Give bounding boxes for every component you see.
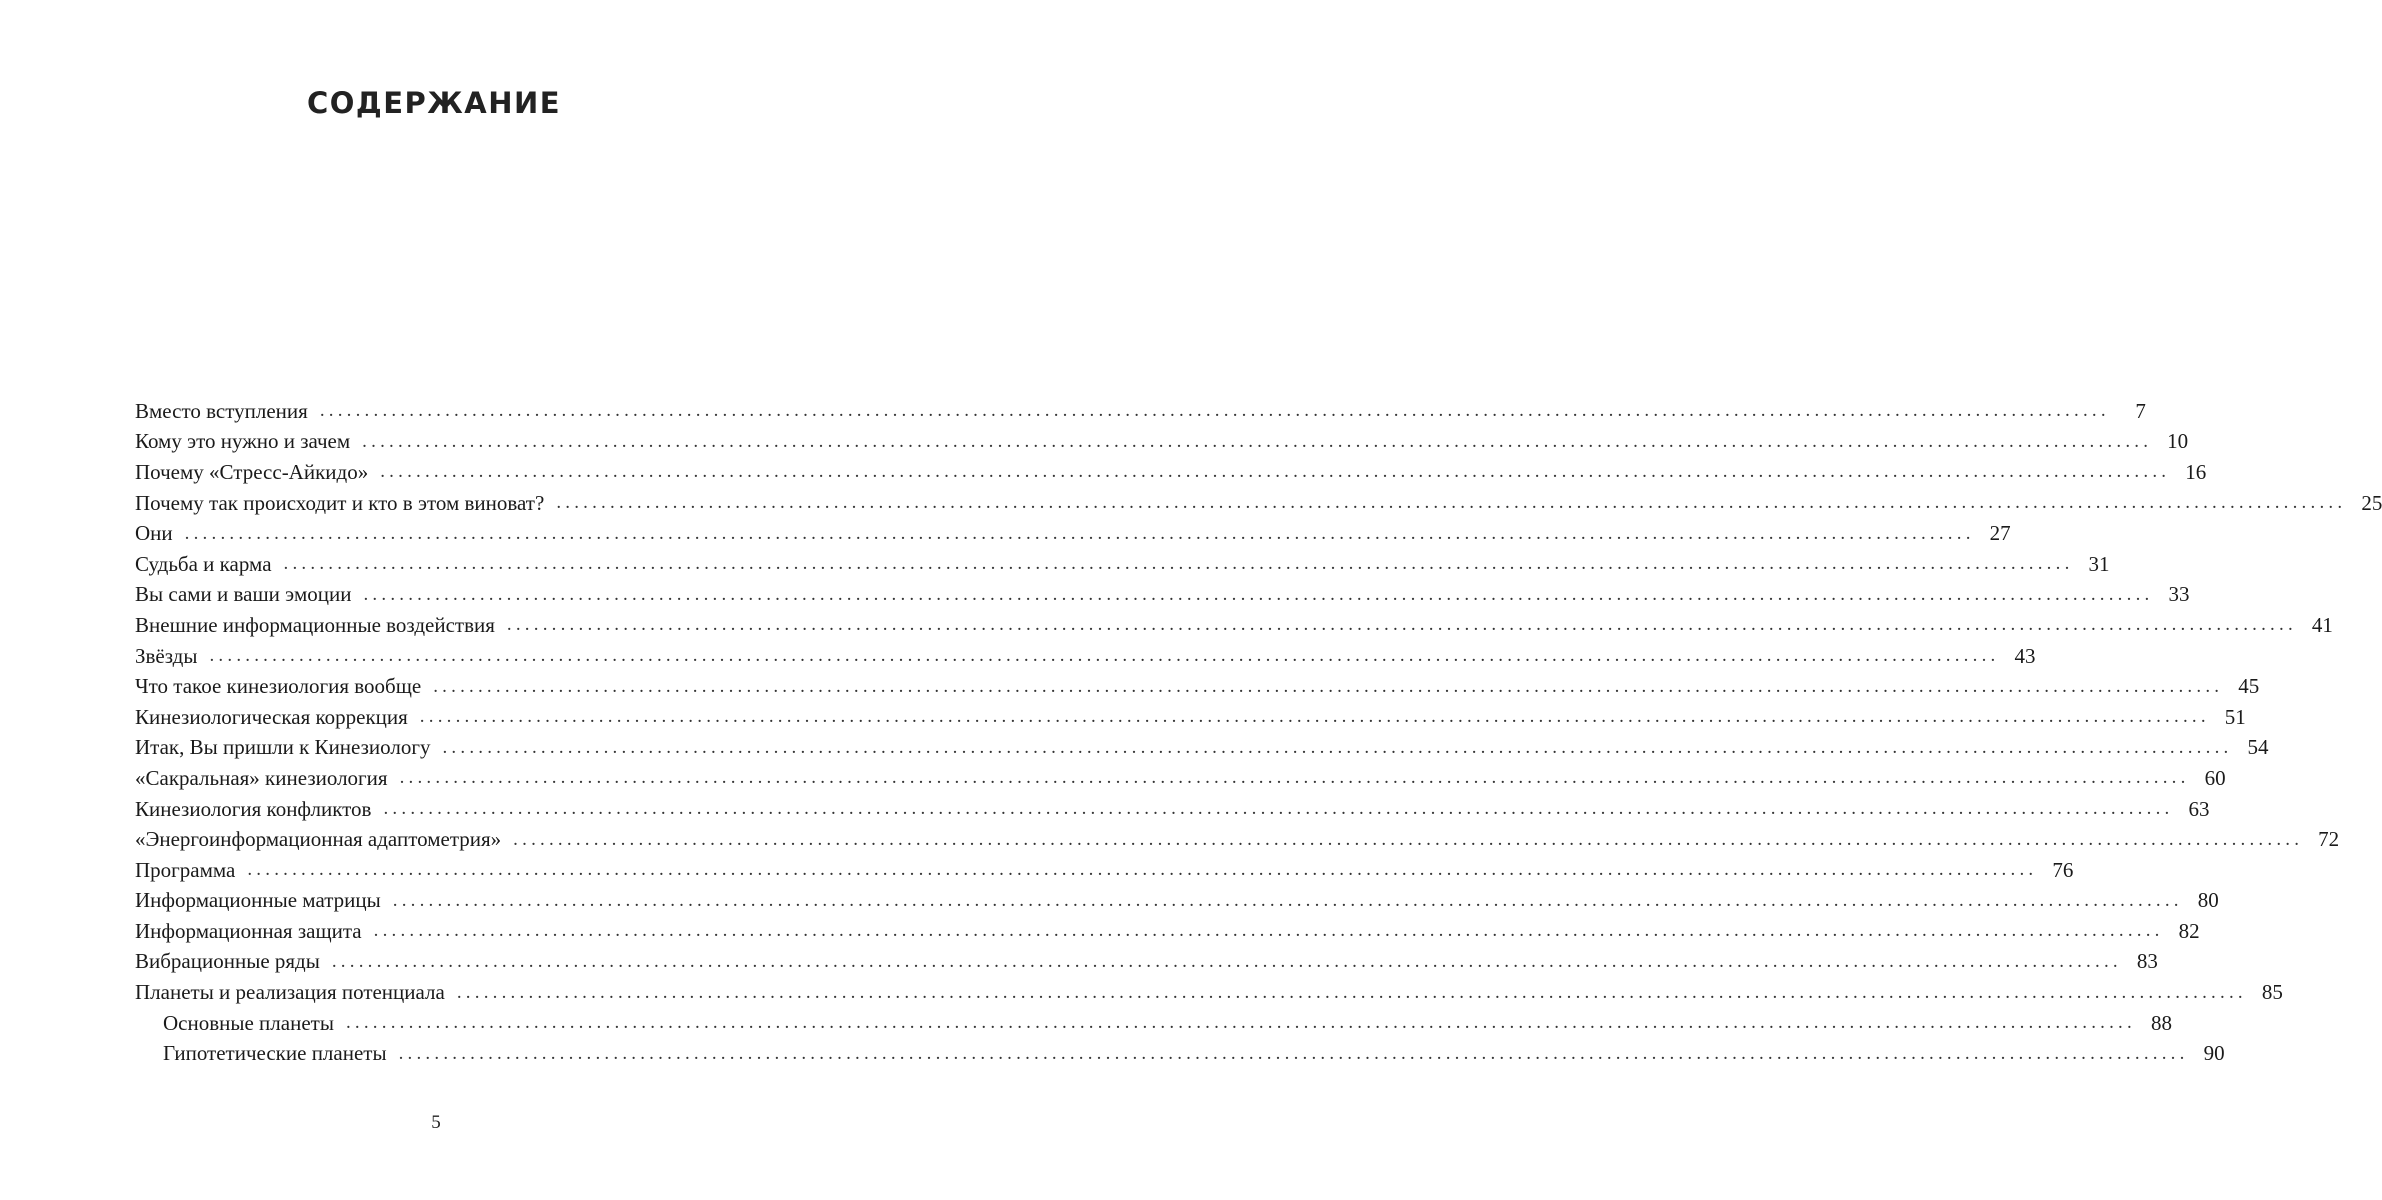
- toc-entry: [135, 549, 2110, 580]
- toc-dot-leader: ........................................................................................................................................................................................................: [513, 828, 2304, 850]
- toc-dot-leader: ........................................................................................................................................................................................................: [380, 461, 2171, 483]
- toc-entry-label: Планеты и реализация потенциала: [135, 980, 445, 1005]
- toc-entry-page: 82: [2178, 918, 2200, 943]
- toc-dot-leader: ........................................................................................................................................................................................................: [362, 430, 2153, 452]
- toc-entry-label: Информационная защита: [135, 918, 362, 943]
- toc-entry: [135, 855, 2074, 886]
- toc-dot-leader: ........................................................................................................................................................................................................: [184, 522, 1975, 544]
- toc-entry-page: 10: [2167, 429, 2189, 454]
- toc-entry-page: 88: [2150, 1010, 2172, 1035]
- toc-entry-label: «Энергоинформационная адаптометрия»: [135, 827, 502, 852]
- toc-entry-page: 25: [2361, 490, 2382, 515]
- toc-entry-page: 43: [2014, 643, 2036, 668]
- toc-entry-label: Вибрационные ряды: [135, 949, 320, 974]
- toc-dot-leader: ........................................................................................................................................................................................................: [506, 614, 2297, 636]
- toc-dot-leader: ........................................................................................................................................................................................................: [419, 706, 2210, 728]
- toc-dot-leader: ........................................................................................................................................................................................................: [556, 492, 2347, 514]
- toc-entry-label: Гипотетические планеты: [163, 1041, 387, 1066]
- toc-entry: [135, 886, 2219, 917]
- toc-entry: [135, 916, 2200, 947]
- toc-entry-page: 41: [2311, 612, 2333, 637]
- toc-entry-label: Они: [135, 521, 173, 546]
- toc-entry-label: Внешние информационные воздействия: [135, 612, 495, 637]
- toc-dot-leader: ........................................................................................................................................................................................................: [319, 400, 2110, 422]
- toc-entry-label: «Сакральная» кинезиология: [135, 765, 388, 790]
- toc-entry-page: 83: [2136, 949, 2158, 974]
- toc-entry-label: Что такое кинезиология вообще: [135, 674, 422, 699]
- toc-entry-label: Почему «Стресс-Айкидо»: [135, 459, 369, 484]
- toc-entry: [135, 702, 2246, 733]
- toc-entry-label: Информационные матрицы: [135, 888, 381, 913]
- toc-dot-leader: ........................................................................................................................................................................................................: [433, 675, 2224, 697]
- toc-dot-leader: ........................................................................................................................................................................................................: [247, 859, 2038, 881]
- toc-entry-page: 85: [2261, 980, 2283, 1005]
- toc-entry-page: 31: [2088, 551, 2110, 576]
- toc-dot-leader: ........................................................................................................................................................................................................: [345, 1012, 2136, 1034]
- toc-entry-page: 51: [2224, 704, 2246, 729]
- toc-dot-leader: ........................................................................................................................................................................................................: [383, 798, 2174, 820]
- toc-entry-label: Звёзды: [135, 643, 198, 668]
- toc-entry: [135, 824, 2340, 855]
- toc-entry: [135, 794, 2210, 825]
- toc-entry-label: Итак, Вы пришли к Кинезиологу: [135, 735, 431, 760]
- table-of-contents: [135, 396, 2382, 1069]
- page-number: 5: [431, 1112, 441, 1133]
- toc-dot-leader: ........................................................................................................................................................................................................: [392, 889, 2183, 911]
- toc-entry: [135, 518, 2011, 549]
- toc-dot-leader: ........................................................................................................................................................................................................: [398, 1042, 2189, 1064]
- toc-entry: [135, 396, 2146, 427]
- toc-dot-leader: ........................................................................................................................................................................................................: [209, 645, 2000, 667]
- toc-entry: [135, 733, 2269, 764]
- toc-entry: [135, 610, 2333, 641]
- toc-entry-page: 76: [2052, 857, 2074, 882]
- toc-entry: [135, 488, 2382, 519]
- toc-entry: [135, 671, 2260, 702]
- toc-entry-page: 63: [2188, 796, 2210, 821]
- toc-dot-leader: ........................................................................................................................................................................................................: [363, 583, 2154, 605]
- toc-entry: [135, 641, 2036, 672]
- toc-dot-leader: ........................................................................................................................................................................................................: [283, 553, 2074, 575]
- toc-entry-page: 16: [2185, 459, 2207, 484]
- toc-entry: [135, 763, 2226, 794]
- toc-entry: [135, 427, 2189, 458]
- toc-entry-label: Кинезиологическая коррекция: [135, 704, 408, 729]
- toc-entry-page: 54: [2247, 735, 2269, 760]
- toc-entry-page: 90: [2203, 1041, 2225, 1066]
- toc-entry: [135, 977, 2283, 1008]
- toc-entry-label: Программа: [135, 857, 236, 882]
- toc-entry-label: Вы сами и ваши эмоции: [135, 582, 352, 607]
- toc-entry-label: Судьба и карма: [135, 551, 272, 576]
- toc-entry-page: 27: [1989, 521, 2011, 546]
- toc-entry-page: 45: [2238, 674, 2260, 699]
- toc-entry-page: 33: [2168, 582, 2190, 607]
- toc-dot-leader: ........................................................................................................................................................................................................: [373, 920, 2164, 942]
- toc-entry-page: 7: [2135, 398, 2146, 423]
- toc-entry: [135, 457, 2207, 488]
- toc-dot-leader: ........................................................................................................................................................................................................: [399, 767, 2190, 789]
- toc-dot-leader: ........................................................................................................................................................................................................: [442, 736, 2233, 758]
- toc-entry: [135, 947, 2158, 978]
- toc-entry: [135, 580, 2190, 611]
- toc-entry: [135, 1008, 2172, 1039]
- page-title: СОДЕРЖАНИЕ: [306, 86, 562, 120]
- toc-entry-label: Кому это нужно и зачем: [135, 429, 351, 454]
- toc-entry-label: Почему так происходит и кто в этом виноват?: [135, 490, 545, 515]
- toc-entry-page: 80: [2197, 888, 2219, 913]
- toc-entry-page: 60: [2204, 765, 2226, 790]
- toc-entry: [135, 1038, 2225, 1069]
- toc-entry-label: Вместо вступления: [135, 398, 308, 423]
- toc-dot-leader: ........................................................................................................................................................................................................: [456, 981, 2247, 1003]
- toc-entry-label: Основные планеты: [163, 1010, 334, 1035]
- toc-dot-leader: ........................................................................................................................................................................................................: [331, 950, 2122, 972]
- toc-entry-page: 72: [2318, 827, 2340, 852]
- toc-entry-label: Кинезиология конфликтов: [135, 796, 372, 821]
